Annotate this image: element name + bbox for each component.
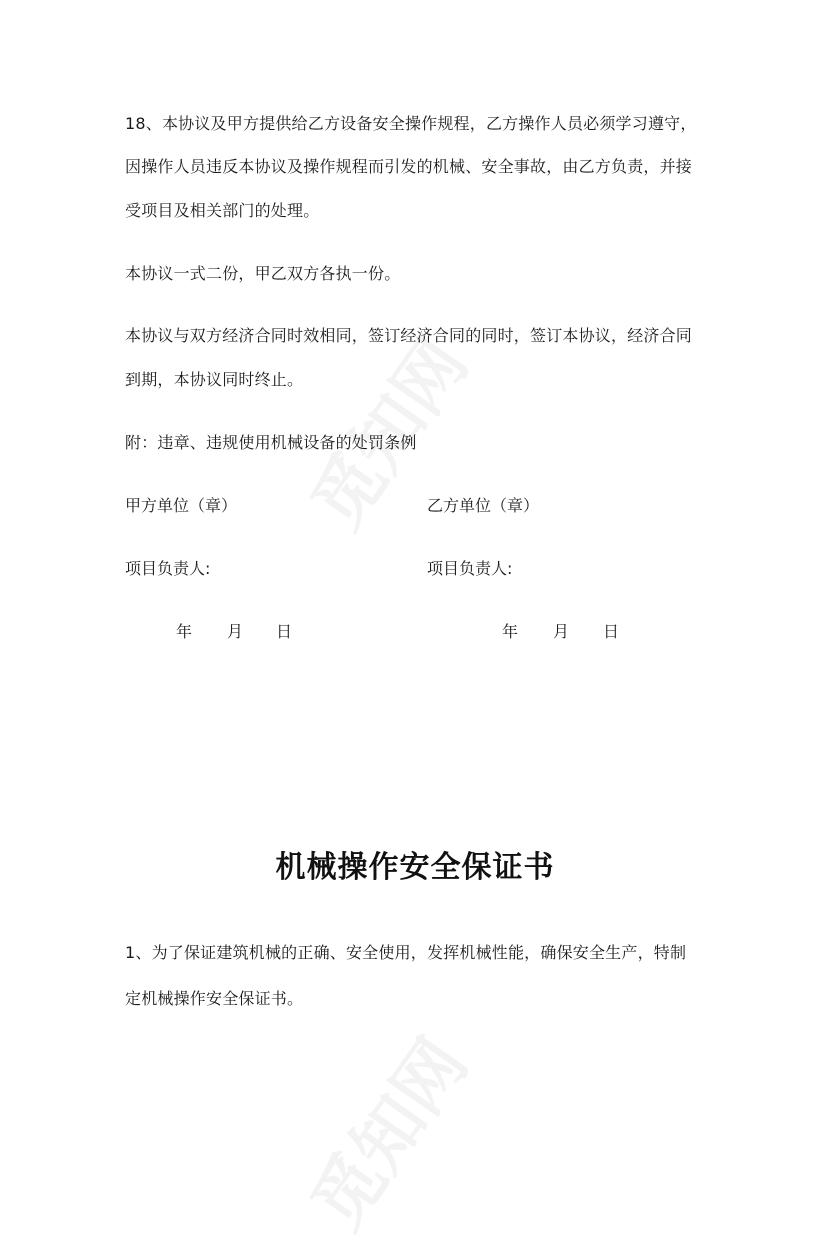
paragraph-line: 本协议与双方经济合同时效相同，签订经济合同的同时，签订本协议，经济合同 — [125, 326, 693, 345]
party-a-date-month: 月 — [227, 622, 244, 641]
party-b-person-label: 项目负责人: — [427, 559, 513, 578]
paragraph-line: 受项目及相关部门的处理。 — [125, 201, 320, 220]
party-a-person-label: 项目负责人: — [125, 559, 211, 578]
paragraph-line: 18、本协议及甲方提供给乙方设备安全操作规程，乙方操作人员必须学习遵守， — [125, 114, 697, 133]
paragraph-line: 定机械操作安全保证书。 — [125, 989, 304, 1008]
party-b-unit-label: 乙方单位（章） — [427, 496, 540, 515]
paragraph-line: 到期，本协议同时终止。 — [125, 370, 304, 389]
watermark — [283, 1016, 486, 1245]
party-a-date-year: 年 — [176, 622, 193, 641]
paragraph-line: 因操作人员违反本协议及操作规程而引发的机械、安全事故，由乙方负责，并接 — [125, 157, 693, 176]
party-a-unit-label: 甲方单位（章） — [125, 496, 238, 515]
party-b-date-year: 年 — [502, 622, 519, 641]
appendix-note: 附：违章、违规使用机械设备的处罚条例 — [125, 433, 417, 452]
party-b-date-day: 日 — [603, 622, 620, 641]
party-b-date-month: 月 — [553, 622, 570, 641]
paragraph-line: 本协议一式二份，甲乙双方各执一份。 — [125, 264, 401, 283]
section-title: 机械操作安全保证书 — [275, 850, 555, 885]
paragraph-line: 1、为了保证建筑机械的正确、安全使用，发挥机械性能，确保安全生产，特制 — [125, 943, 687, 962]
party-a-date-day: 日 — [276, 622, 293, 641]
